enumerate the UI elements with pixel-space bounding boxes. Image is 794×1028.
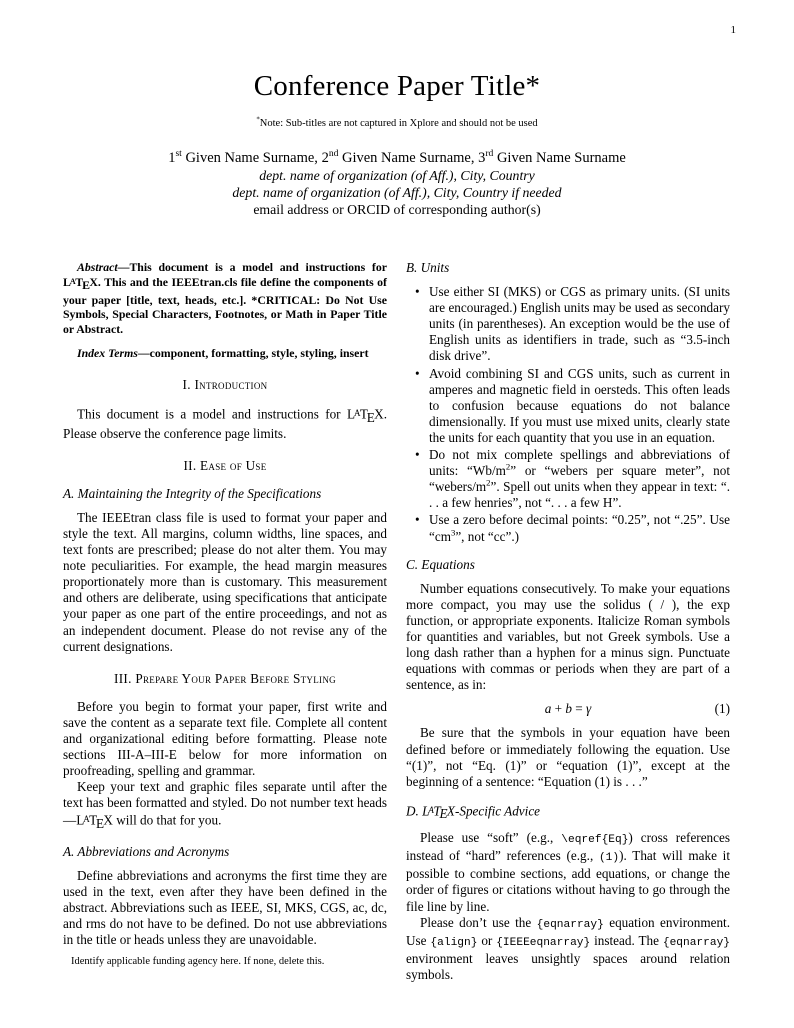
unit-item: • Do not mix complete spellings and abbreviations of units: “$Wb/m^2$” or “webers per square meter”, not “$webers/m^2$”. Spell out units when they appear in text: “. . . a few henries”, not “. . . a few H”. [406, 447, 730, 511]
latex-advice-paragraph-2: Please don’t use the {eqnarray} equation environment. Use {align} or {IEEEeqnarray} instead. The {eqnarray} environment leaves unsightly spaces around relation symbols. [406, 914, 730, 982]
affiliation-line-2: dept. name of organization (of Aff.), City, Country if needed [232, 185, 562, 200]
author-1-name: Given Name Surname, [181, 150, 322, 166]
subsection-heading-latex-advice: D. LATEX-Specific Advice [406, 803, 541, 822]
author-3-ordinal-suffix: rd [485, 148, 494, 160]
section-heading-prepare-paper [63, 671, 387, 687]
author-3-ordinal: 3 [478, 150, 486, 166]
section-number: II. [183, 457, 197, 473]
subsection-heading-integrity: A. Maintaining the Integrity of the Specifications [63, 485, 322, 501]
integrity-paragraph: The IEEEtran class file is used to format your paper and style the text. All margins, column widths, line spaces, and text fonts are prescribed; please do not alter them. You may note peculiarities. For example, the head margin measures proportionately more than is customary. This measurement and others are deliberate, using specifications that anticipate your paper as one part of the entire proceedings, and not as an independent document. Please do not revise any of the current designations. [63, 509, 387, 654]
right-column [406, 260, 730, 983]
equations-paragraph-1: Number equations consecutively. To make your equations more compact, you may use the solidus ( / ), the exp function, or appropriate exponents. Italicize Roman symbols for quantities and variables, but not Greek symbols. Use a long dash rather than a hyphen for a minus sign. Punctuate equations with commas or periods when they are part of a sentence, as in: [406, 580, 730, 693]
unit-item: • Use either SI (MKS) or CGS as primary units. (SI units are encouraged.) English units may be used as secondary units (in parentheses). An exception would be the use of English units as identifiers in trade, such as “3.5-inch disk drive”. [406, 284, 730, 364]
equation [406, 701, 730, 717]
two-column-body [0, 260, 794, 983]
subsection-heading-units: B. Units [406, 260, 450, 275]
introduction-paragraph: This document is a model and instructions for LATEX. Please observe the conference page limits. [63, 406, 387, 441]
affiliation-line-1: dept. name of organization (of Aff.), City, Country [259, 168, 535, 183]
author-1-ordinal-suffix: st [175, 148, 182, 160]
paper-title: Conference Paper Title* [253, 70, 541, 102]
paper-header [0, 0, 794, 218]
abbreviations-paragraph: Define abbreviations and acronyms the first time they are used in the text, even after they have been defined in the abstract. Abbreviations such as IEEE, SI, MKS, CGS, ac, dc, and rms do not have to be defined. Do not use abbreviations in the title or heads unless they are unavoidable. [63, 867, 387, 948]
subsection-heading-abbreviations: A. Abbreviations and Acronyms [63, 843, 230, 859]
equation-body: a + b = γ [544, 701, 592, 717]
subsection-heading-equations: C. Equations [406, 556, 475, 572]
author-2-name: Given Name Surname, [338, 150, 479, 166]
index-terms-paragraph: Index Terms—component, formatting, style, styling, insert [77, 346, 369, 361]
section-heading-ease-of-use [63, 458, 387, 474]
section-number: I. [182, 377, 191, 393]
authors-line [0, 150, 794, 167]
author-3-name: Given Name Surname [493, 150, 626, 166]
author-3 [478, 150, 626, 166]
page-number: 1 [730, 24, 736, 36]
section-title: Prepare Your Paper Before Styling [135, 670, 336, 686]
section-title: Introduction [194, 377, 268, 393]
left-column [63, 260, 387, 983]
title-footnote [0, 118, 794, 129]
prepare-paragraph-2: Keep your text and graphic files separate until after the text has been formatted and styled. Do not number text heads—LATEX will do that for you. [63, 779, 387, 831]
author-2-ordinal: 2 [321, 150, 329, 166]
funding-footnote: Identify applicable funding agency here. If none, delete this. [71, 956, 325, 967]
abstract-paragraph: Abstract—This document is a model and instructions for LATEX. This and the IEEEtran.cls file define the components of your paper [title, text, heads, etc.]. *CRITICAL: Do Not Use Symbols, Special Characters, Footnotes, or Math in Paper Title or Abstract. [63, 260, 387, 337]
title-footnote-text: Note: Sub-titles are not captured in Xplore and should not be used [259, 118, 538, 129]
equations-paragraph-2: Be sure that the symbols in your equation have been defined before or immediately following the equation. Use “(1)”, not “Eq. (1)” or “equation (1)”, except at the beginning of a sentence: “Equation (1) is . . .” [406, 725, 730, 789]
latex-advice-paragraph-1: Please use “soft” (e.g., \eqref{Eq}) cross references instead of “hard” references (e.g., (1)). That will make it possible to combine sections, add equations, or change the order of figures or citations without having to go through the file line by line. [406, 830, 730, 914]
prepare-paragraph-1: Before you begin to format your paper, first write and save the content as a separate text file. Complete all content and organizational editing before formatting. Please note sections III-A–III-E below for more information on proofreading, spelling and grammar. [63, 698, 387, 779]
author-1-ordinal: 1 [168, 150, 176, 166]
author-1 [168, 150, 321, 166]
equation-number: (1) [714, 701, 730, 717]
author-2 [322, 150, 479, 166]
unit-item: • Use a zero before decimal points: “0.25”, not “.25”. Use “$cm^3$”, not “cc”.) [406, 512, 730, 544]
section-title: Ease of Use [200, 457, 267, 473]
section-number: III. [114, 670, 132, 686]
unit-item: • Avoid combining SI and CGS units, such as current in amperes and magnetic field in oersteds. This often leads to confusion because equations do not balance dimensionally. If you must use mixed units, clearly state the units for each quantity that you use in an equation. [406, 366, 730, 446]
title-footnote-marker: * [256, 116, 260, 124]
units-list [406, 284, 730, 545]
email-line: email address or ORCID of corresponding author(s) [253, 202, 541, 217]
section-heading-introduction [63, 377, 387, 393]
author-2-ordinal-suffix: nd [328, 148, 339, 160]
